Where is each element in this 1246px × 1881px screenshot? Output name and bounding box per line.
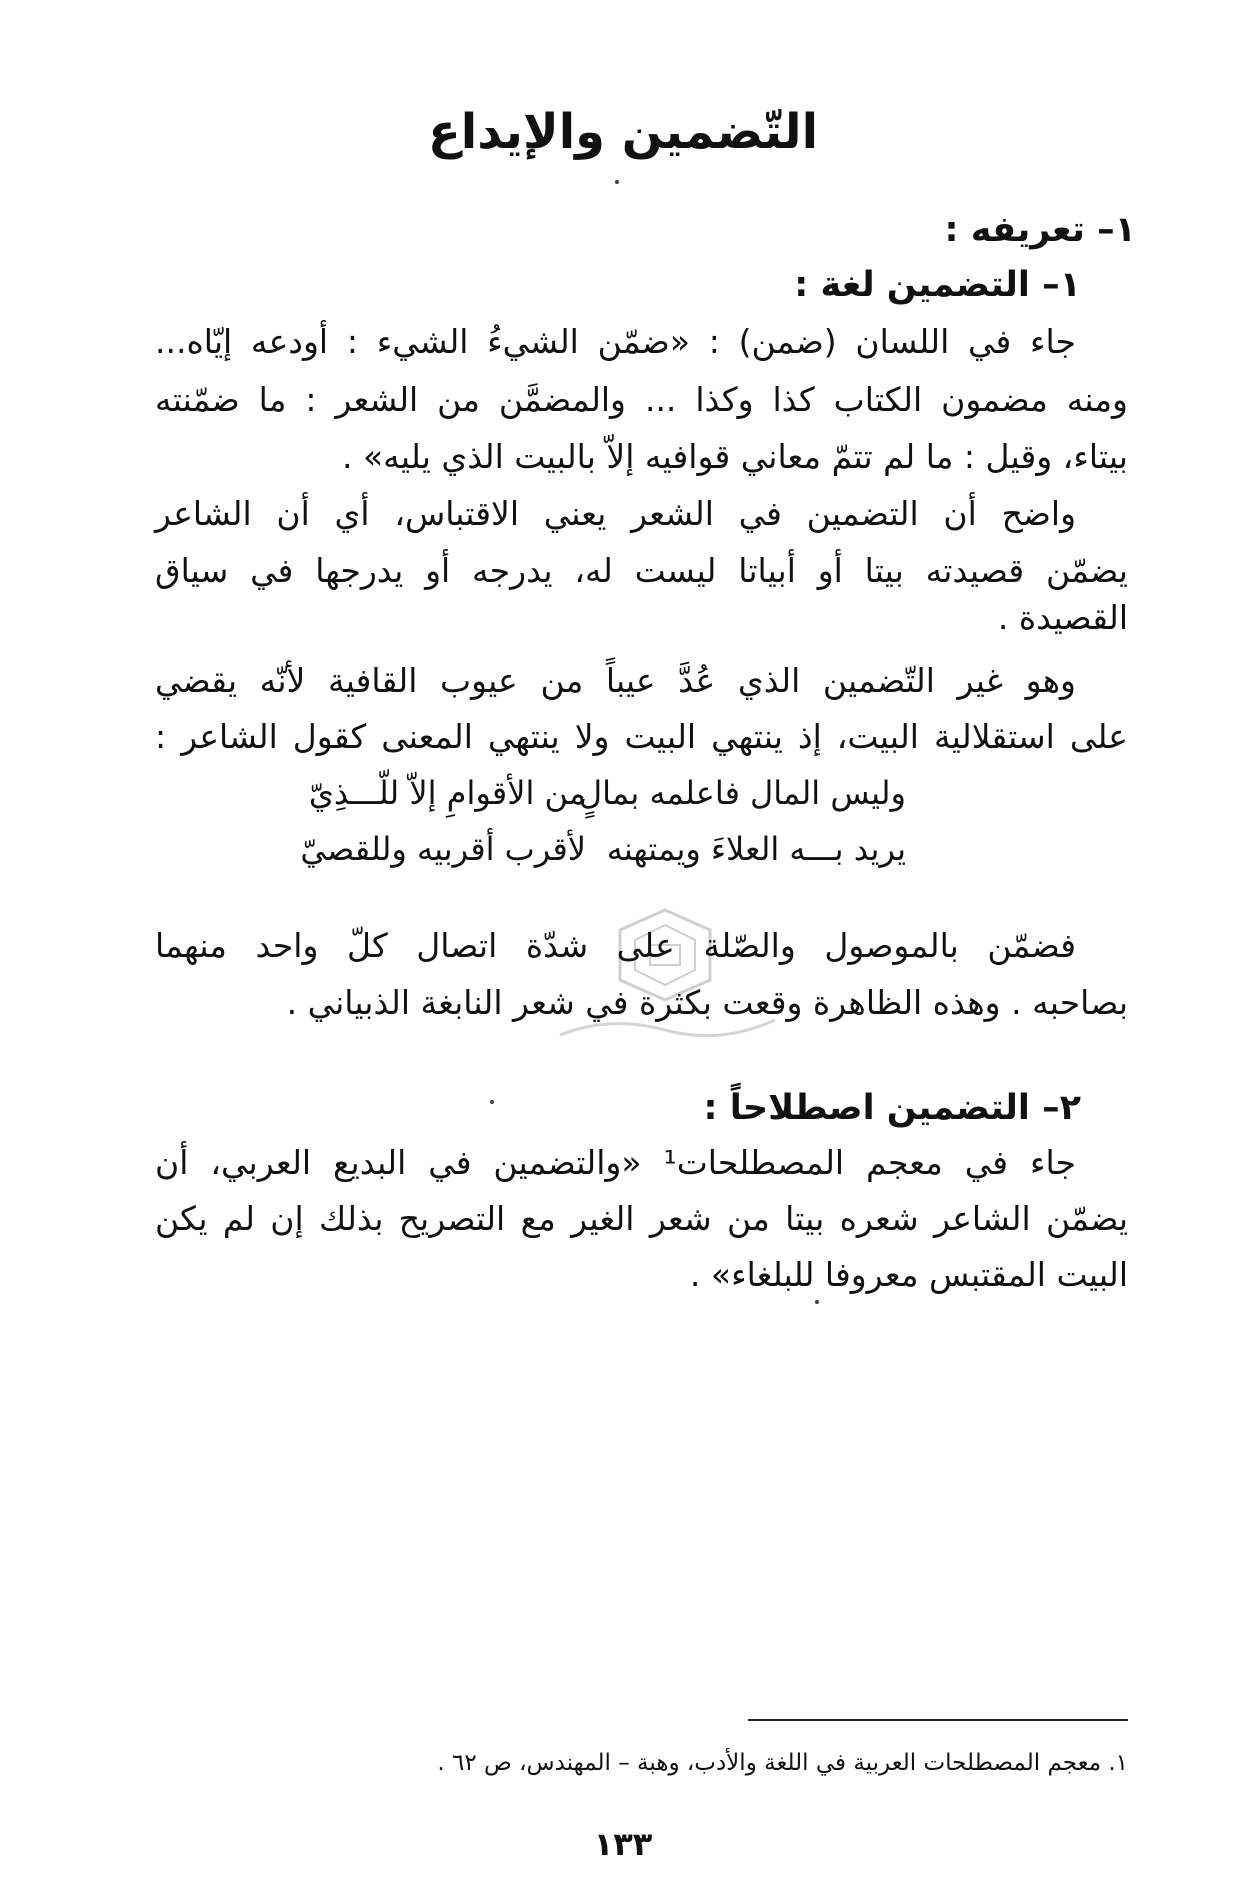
paragraph-line: ومنه مضمون الكتاب كذا وكذا ... والمضمَّن من الشعر : ما ضمّنته <box>155 380 1128 419</box>
verse-first-hemistich: وليس المال فاعلمه بمالٍ <box>578 774 906 812</box>
paragraph-line: جاء في معجم المصطلحات¹ «والتضمين في البديع العربي، أن <box>155 1143 1077 1182</box>
verse-second-hemistich: لأقرب أقربيه وللقصيّ <box>300 830 586 868</box>
speck <box>615 180 619 184</box>
paragraph-line: بيتاء، وقيل : ما لم تتمّ معاني قوافيه إلاّ بالبيت الذي يليه» . <box>341 437 1128 476</box>
paragraph-line: بصاحبه . وهذه الظاهرة وقعت بكثرة في شعر النابغة الذبياني . <box>286 983 1128 1022</box>
speck <box>490 1100 494 1104</box>
page-number: ١٣٣ <box>593 1825 653 1863</box>
paragraph-line: يضمّن الشاعر شعره بيتا من شعر الغير مع التصريح بذلك إن لم يكن <box>155 1199 1128 1238</box>
verse-second-hemistich: من الأقوامِ إلاّ للّـــذِيّ <box>308 774 586 812</box>
subsection-heading-linguistic: ١– التضمين لغة : <box>794 265 1081 305</box>
paragraph-line: واضح أن التضمين في الشعر يعني الاقتباس، أي أن الشاعر <box>155 494 1076 533</box>
paragraph-line: جاء في اللسان (ضمن) : «ضمّن الشيءُ الشيء : أودعه إيّاه... <box>155 322 1076 361</box>
paragraph-line: يضمّن قصيدته بيتا أو أبياتا ليست له، يدرجه أو يدرجها في سياق <box>155 551 1128 590</box>
paragraph-line: البيت المقتبس معروفا للبلغاء» . <box>689 1255 1128 1294</box>
speck <box>815 1300 819 1304</box>
page-title: التّضمين والإيداع <box>427 104 819 160</box>
paragraph-line: القصيدة . <box>997 598 1128 637</box>
footnote-divider <box>748 1719 1128 1721</box>
paragraph-line: على استقلالية البيت، إذ ينتهي البيت ولا ينتهي المعنى كقول الشاعر : <box>155 717 1128 756</box>
paragraph-line: فضمّن بالموصول والصّلة على شدّة اتصال كلّ واحد منهما <box>155 926 1076 965</box>
paragraph-line: وهو غير التّضمين الذي عُدَّ عيباً من عيوب القافية لأنّه يقضي <box>155 661 1076 700</box>
subsection-heading-terminological: ٢– التضمين اصطلاحاً : <box>703 1088 1081 1128</box>
footnote: ١. معجم المصطلحات العربية في اللغة والأدب، وهبة – المهندس، ص ٦٢ . <box>437 1750 1128 1776</box>
section-heading-definition: ١– تعريفه : <box>944 210 1136 250</box>
verse-first-hemistich: يريد بـــه العلاءَ ويمتهنه <box>606 830 906 868</box>
